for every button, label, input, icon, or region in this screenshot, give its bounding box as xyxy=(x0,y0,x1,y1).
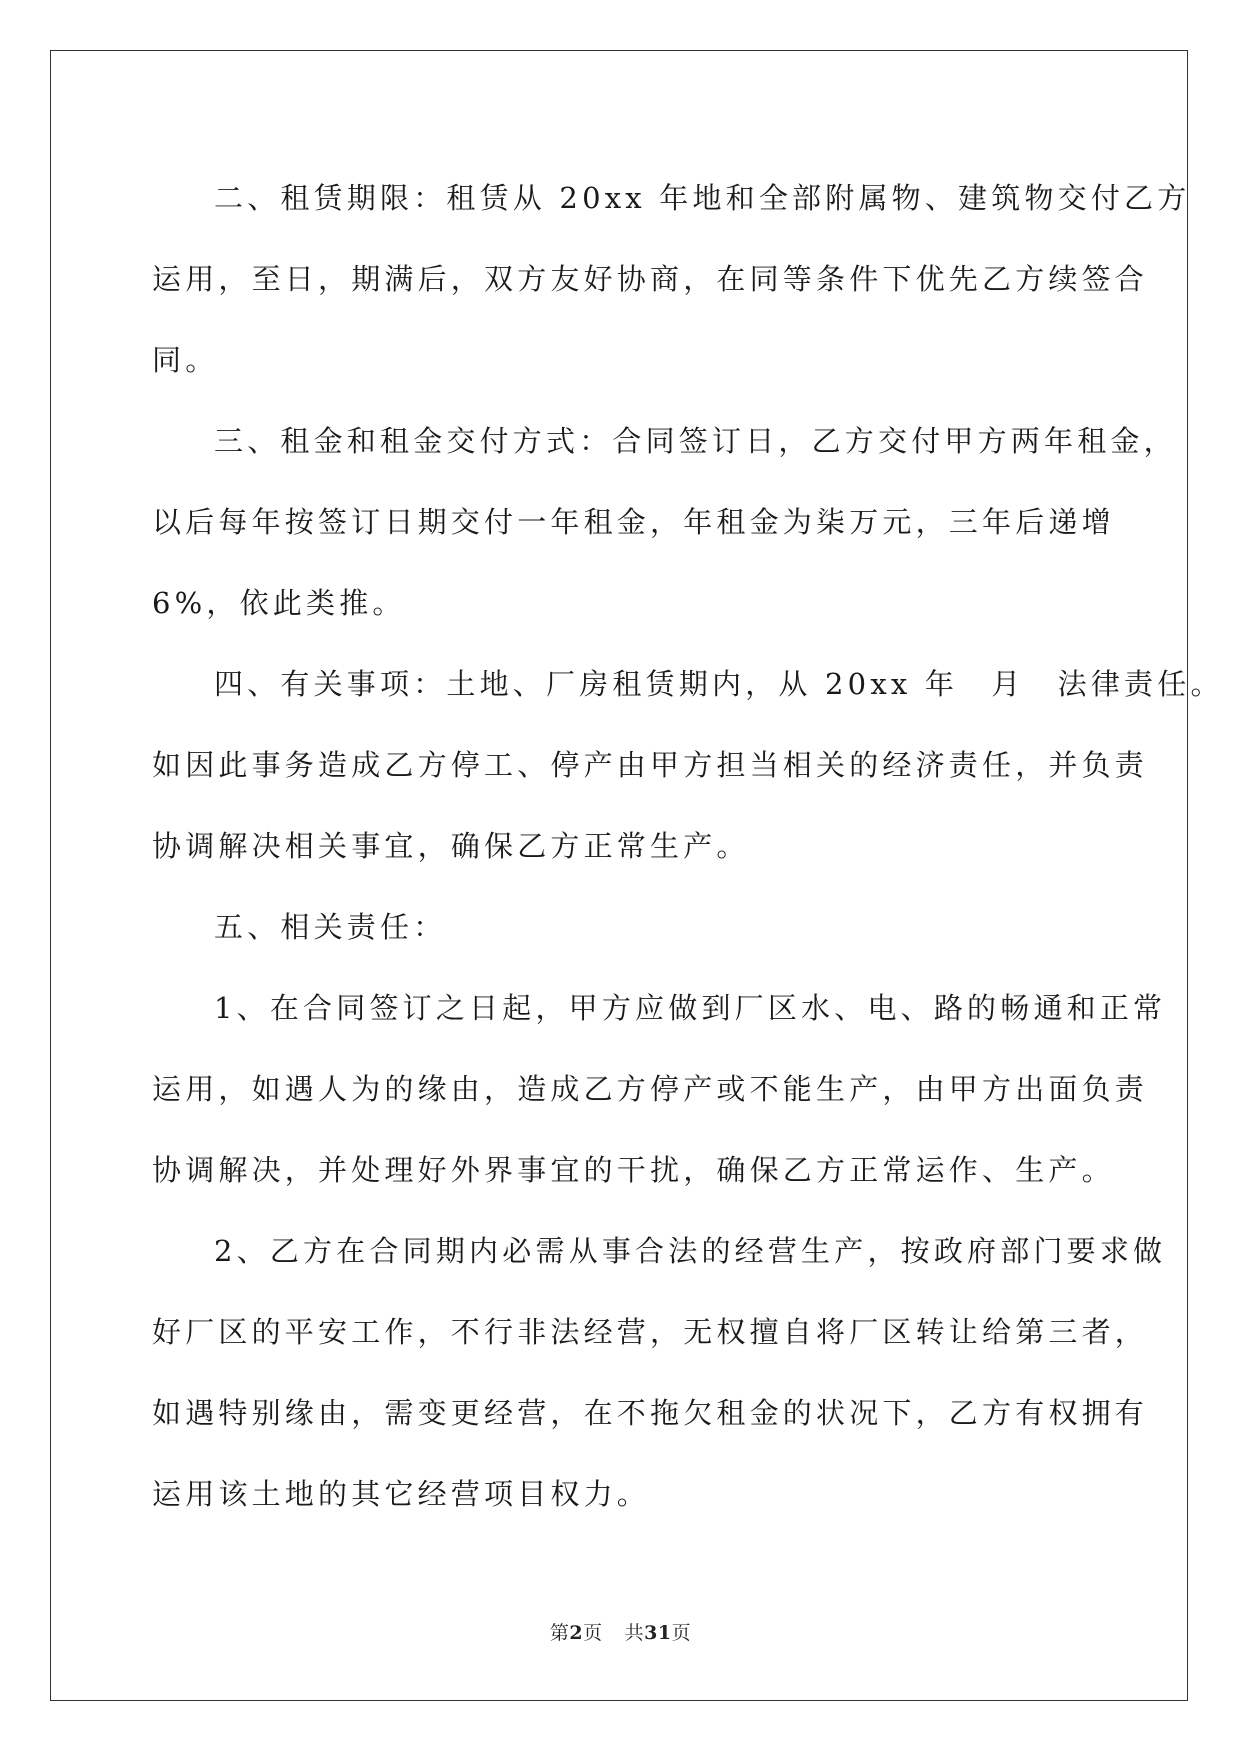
text-line: 四、有关事项：土地、厂房租赁期内，从 20xx 年 月 法律责任。 xyxy=(214,667,1224,701)
paragraph-responsibilities-heading xyxy=(152,887,1092,968)
text-line: 如遇特别缘由，需变更经营，在不拖欠租金的状况下，乙方有权拥有 xyxy=(152,1396,1149,1430)
text-line: 1、在合同签订之日起，甲方应做到厂区水、电、路的畅通和正常 xyxy=(214,991,1167,1025)
text-line: 以后每年按签订日期交付一年租金，年租金为柒万元，三年后递增 xyxy=(152,505,1115,539)
text-line: 2、乙方在合同期内必需从事合法的经营生产，按政府部门要求做 xyxy=(214,1234,1167,1268)
text-line: 好厂区的平安工作，不行非法经营，无权擅自将厂区转让给第三者， xyxy=(152,1315,1149,1349)
paragraph-rent-payment xyxy=(152,401,1177,644)
footer-total-prefix: 共 xyxy=(624,1622,645,1644)
paragraph-responsibility-2 xyxy=(152,1211,1167,1535)
footer-page-word: 页 xyxy=(583,1622,603,1644)
text-line: 运用，至日，期满后，双方友好协商，在同等条件下优先乙方续签合 xyxy=(152,262,1149,296)
text-line: 协调解决相关事宜，确保乙方正常生产。 xyxy=(152,829,750,863)
text-line: 运用该土地的其它经营项目权力。 xyxy=(152,1477,651,1511)
text-line: 运用，如遇人为的缘由，造成乙方停产或不能生产，由甲方出面负责 xyxy=(152,1072,1149,1106)
text-line: 6%，依此类推。 xyxy=(152,586,406,620)
paragraph-lease-term xyxy=(152,158,1191,401)
footer-prefix: 第 xyxy=(549,1622,570,1644)
current-page-number: 2 xyxy=(569,1622,584,1644)
paragraph-responsibility-1 xyxy=(152,968,1167,1211)
paragraph-related-matters xyxy=(152,644,1224,887)
text-line: 二、租赁期限：租赁从 20xx 年地和全部附属物、建筑物交付乙方 xyxy=(214,181,1191,215)
total-page-count: 31 xyxy=(644,1622,672,1644)
document-body xyxy=(152,158,1224,1535)
text-line: 如因此事务造成乙方停工、停产由甲方担当相关的经济责任，并负责 xyxy=(152,748,1149,782)
text-line: 五、相关责任： xyxy=(214,910,447,944)
page-footer xyxy=(0,1618,1241,1645)
text-line: 同。 xyxy=(152,343,219,377)
text-line: 协调解决，并处理好外界事宜的干扰，确保乙方正常运作、生产。 xyxy=(152,1153,1115,1187)
footer-total-suffix: 页 xyxy=(671,1622,692,1644)
text-line: 三、租金和租金交付方式：合同签订日，乙方交付甲方两年租金， xyxy=(214,424,1177,458)
